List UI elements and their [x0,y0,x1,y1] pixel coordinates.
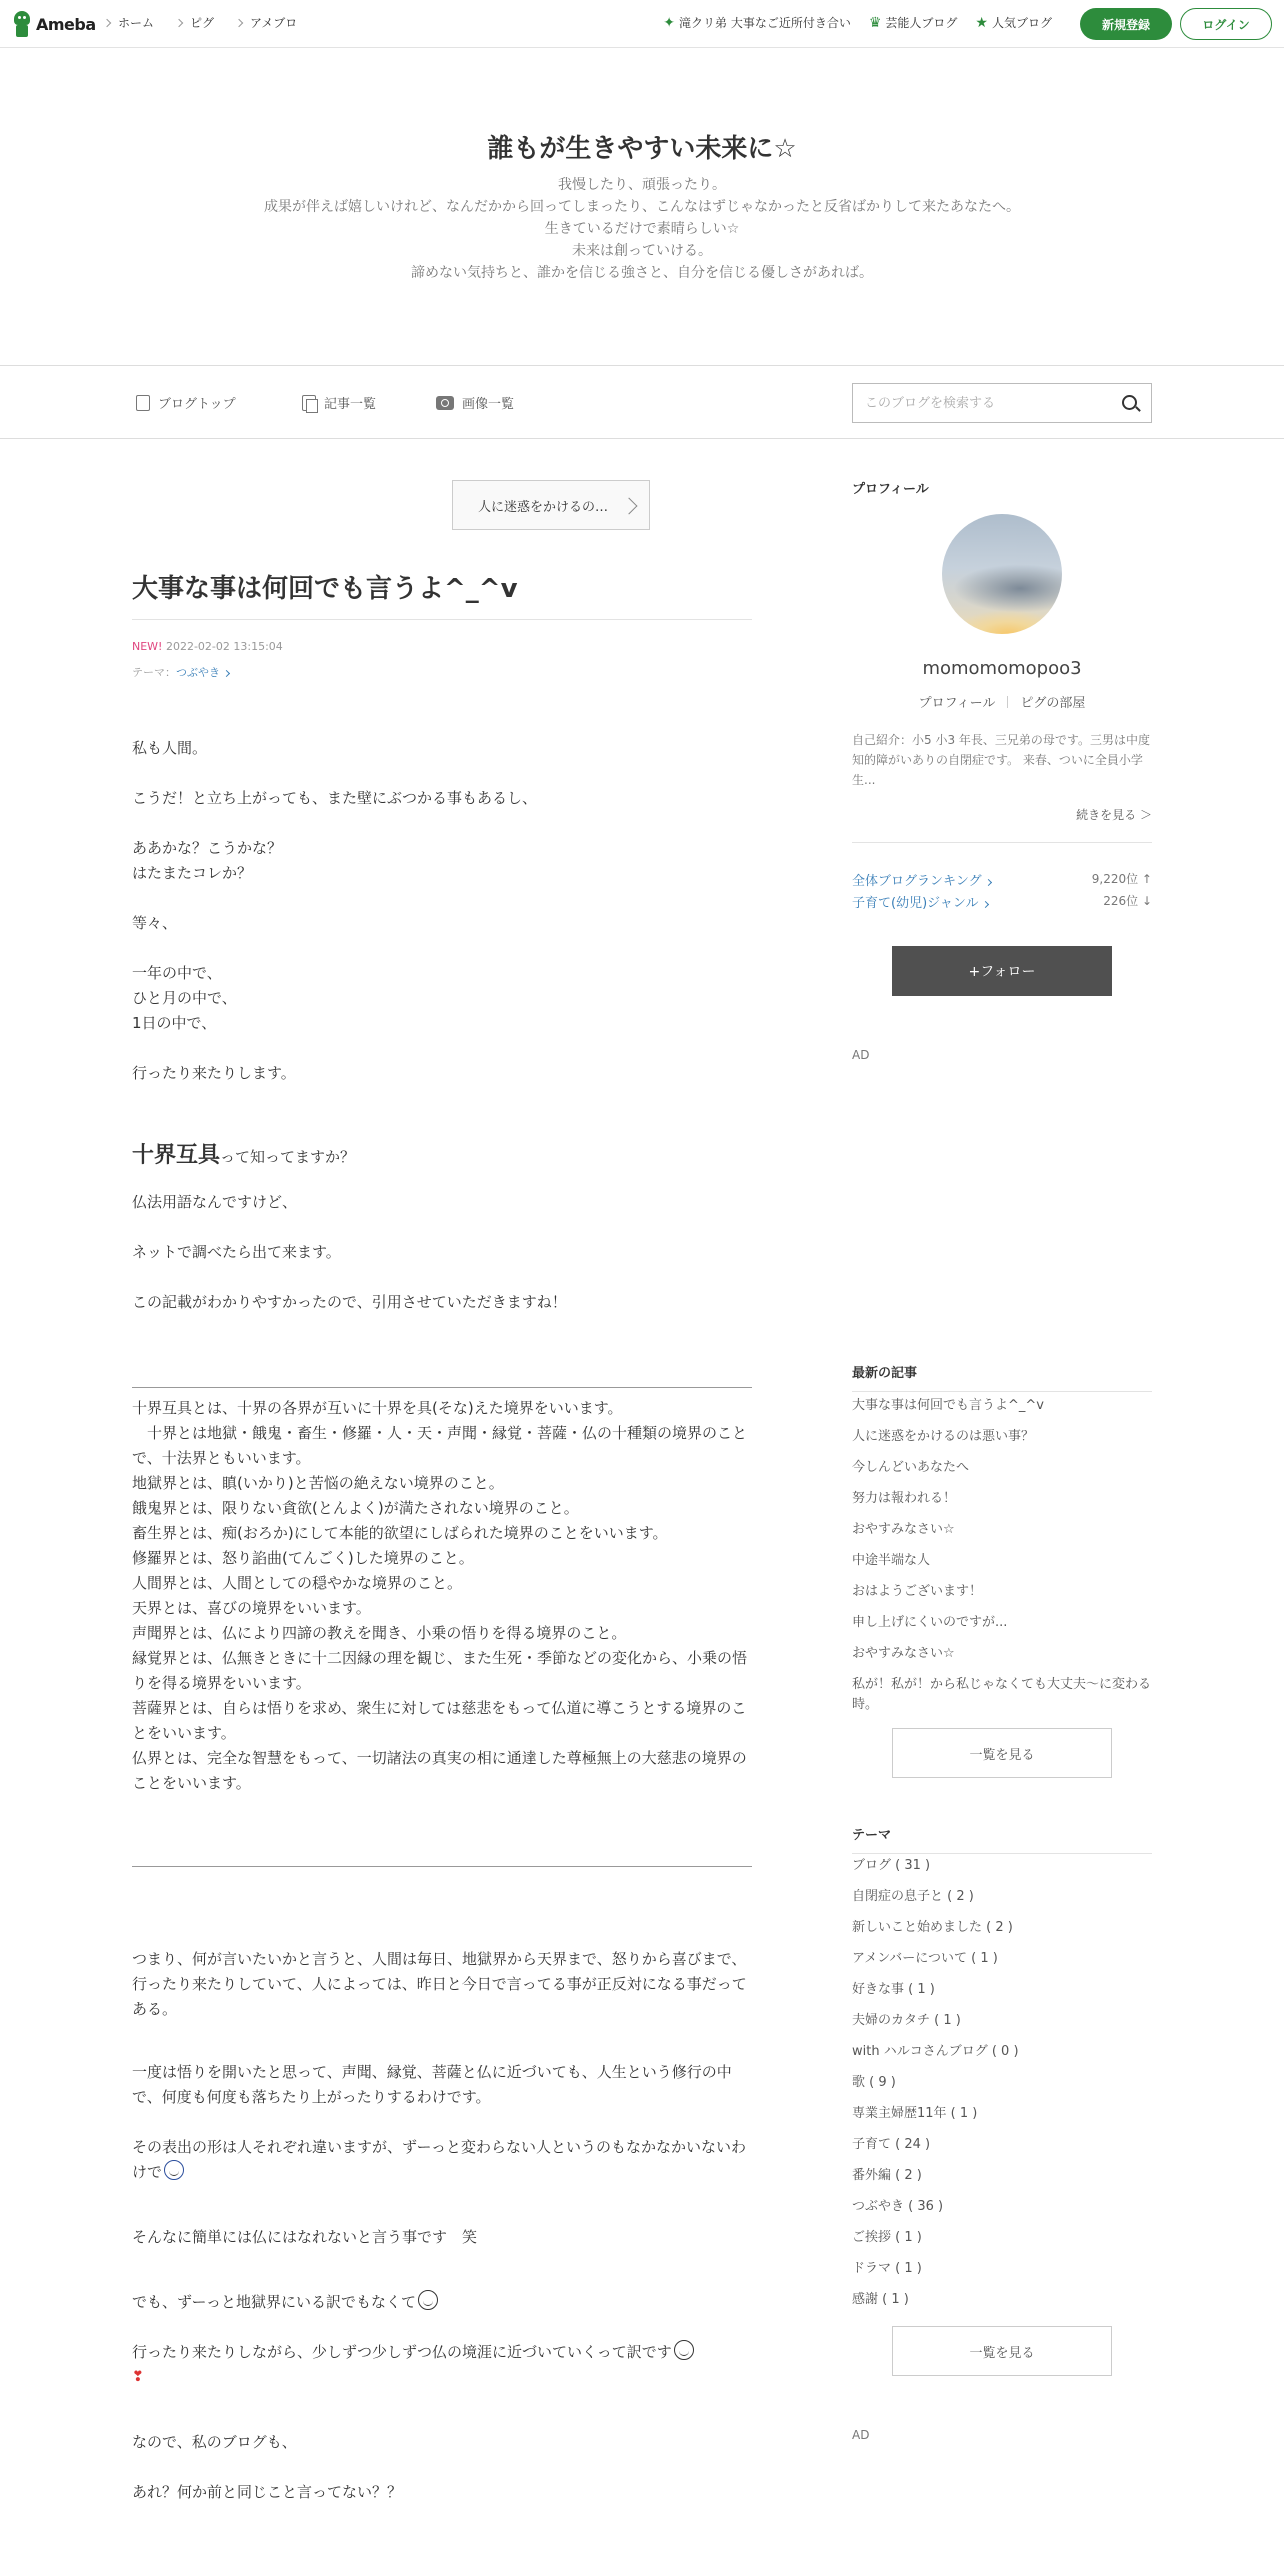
featured-link-label: 人気ブログ [991,16,1052,30]
blog-search-input[interactable] [853,384,1103,422]
signup-button[interactable]: 新規登録 [1080,8,1172,40]
featured-link-topic[interactable] [663,14,851,31]
paragraph-text: その表出の形は人それぞれ違いますが、ずーっと変わらない人というのもなかなかいないわけで [132,2138,746,2181]
chevron-right-icon [985,879,992,886]
theme-item[interactable]: 専業主婦歴11年 ( 1 ) [852,2106,978,2121]
paragraph: 行ったり来たりします。 [132,1064,296,1082]
featured-link-label: 滝クリ弟 大事なご近所付き合い [679,16,851,30]
heading-term: 十界互具 [132,1143,221,1168]
quote-line: 地獄界とは、瞋(いかり)と苦悩の絶えない境界のこと。 [132,1474,504,1492]
paragraph: 私も人間。 [132,739,208,757]
theme-item[interactable]: 感謝 ( 1 ) [852,2292,909,2307]
paragraph [132,2135,752,2185]
divider [852,842,1152,843]
star-icon: ★ [975,14,988,31]
chevron-right-icon [222,670,229,677]
profile-links [852,692,1152,711]
smile-emoji-icon [674,2340,694,2360]
blog-top-link[interactable] [136,393,236,412]
paragraph [132,2340,752,2365]
read-more-link[interactable]: 続きを見る ＞ [1076,808,1152,822]
paragraph: 1日の中で、 [132,1014,217,1032]
latest-entry-link[interactable]: 今しんどいあなたへ [852,1460,970,1475]
paragraph: つまり、何が言いたいかと言うと、人間は毎日、地獄界から天界まで、怒りから喜びまで、行ったり来たりしていて、人によっては、昨日と今日で言ってる事が正反対になる事だってある。 [132,1950,747,2018]
global-nav [104,14,297,31]
featured-link-popular[interactable] [975,14,1052,31]
nav-pigg-label: ピグ [190,16,215,30]
document-icon [136,395,150,411]
entry-list-label: 記事一覧 [324,397,377,412]
crown-icon: ♛ [868,14,882,31]
chevron-right-icon [103,18,111,26]
entry-list-link[interactable] [302,393,376,412]
theme-item[interactable]: 番外編 ( 2 ) [852,2168,922,2183]
smile-emoji-icon [418,2290,438,2310]
latest-entries-heading: 最新の記事 [852,1362,1152,1392]
ranking-overall [852,870,1152,889]
nav-pigg[interactable] [176,14,214,31]
entry-date: 2022-02-02 13:15:04 [165,640,283,653]
latest-entry-link[interactable]: おやすみなさい☆ [852,1522,955,1537]
ranking-genre [852,892,1152,911]
paragraph [132,1139,752,1174]
paragraph-text: 行ったり来たりしながら、少しずつ少しずつ仏の境涯に近づいていくって訳です [132,2343,672,2361]
blog-title[interactable]: 誰もが生きやすい未来に☆ [487,134,797,164]
ranking-value: 9,220位 ↑ [1091,872,1152,886]
paragraph: ひと月の中で、 [132,989,237,1007]
latest-entry-link[interactable]: おやすみなさい☆ [852,1646,955,1661]
latest-entry-link[interactable]: 大事な事は何回でも言うよ^_^v [852,1398,1044,1413]
quote-line: 十界とは地獄・餓鬼・畜生・修羅・人・天・声聞・縁覚・菩薩・仏の十種類の境界のことで、十法界ともいいます。 [132,1424,748,1467]
latest-entry-link[interactable]: 申し上げにくいのですが... [852,1615,1008,1630]
chevron-right-icon [175,18,183,26]
ameba-logo[interactable] [12,10,96,38]
theme-item[interactable]: 自閉症の息子と ( 2 ) [852,1889,974,1904]
quote-line: 畜生界とは、痴(おろか)にして本能的欲望にしばられた境界のことをいいます。 [132,1524,668,1542]
theme-item[interactable]: 歌 ( 9 ) [852,2075,896,2090]
image-list-link[interactable] [436,393,514,412]
face-emoji-icon [164,2160,184,2180]
theme-link[interactable] [176,666,229,679]
blog-description-line: 諦めない気持ちと、誰かを信じる強さと、自分を信じる優しさがあれば。 [411,265,873,281]
ranking-overall-link[interactable] [852,870,991,889]
blog-nav [0,367,1284,439]
logo-text: Ameba [36,14,96,34]
theme-prefix: テーマ： [132,666,176,679]
paragraph-text: でも、ずーっと地獄界にいる訳でもなくて [132,2293,416,2311]
latest-entry-link[interactable]: 中途半端な人 [852,1553,931,1568]
nav-ameblo-label: アメブロ [250,16,298,30]
chevron-right-icon [621,498,638,515]
quote-line: 人間界とは、人間としての穏やかな境界のこと。 [132,1574,463,1592]
copy-icon [302,395,316,411]
paragraph: そんなに簡単には仏にはなれないと言う事です 笑 [132,2228,478,2246]
ad-label: AD [852,1048,870,1062]
latest-entry-link[interactable]: おはようございます！ [852,1584,983,1599]
blog-description [0,174,1284,284]
blog-description-line: 我慢したり、頑張ったり。 [558,177,726,193]
quote-line: 仏界とは、完全な智慧をもって、一切諸法の真実の相に通達した尊極無上の大慈悲の境界のことをいいます。 [132,1749,747,1792]
blog-search [852,383,1152,423]
quote-line: 縁覚界とは、仏無きときに十二因縁の理を観じ、また生死・季節などの変化から、小乗の悟りを得る境界をいいます。 [132,1649,748,1692]
profile-avatar[interactable] [942,514,1062,634]
paragraph: はたまたコレか？ [132,864,253,882]
ranking-label: 全体ブログランキング [852,874,982,889]
featured-links [663,14,1052,31]
previous-entry-button[interactable] [452,480,650,530]
paragraph: なので、私のブログも、 [132,2433,297,2451]
blog-description-line: 未来は創っていける。 [572,243,712,259]
latest-entry-link[interactable]: 私が！私が！から私じゃなくても大丈夫〜に変わる時。 [852,1677,1152,1712]
previous-entry-label: 人に迷惑をかけるの… [478,499,609,515]
entry-theme [132,664,229,680]
nav-home-label: ホーム [118,16,155,30]
ranking-value: 226位 ↓ [1103,894,1152,908]
login-button[interactable]: ログイン [1180,8,1272,40]
quote-block [132,1387,752,1867]
entry-body [132,736,752,2505]
themes-heading: テーマ [852,1824,1152,1854]
themes-list [852,1856,1152,2310]
profile-link[interactable]: プロフィール [918,696,996,711]
theme-item[interactable]: 新しいこと始めました ( 2 ) [852,1920,1013,1935]
theme-item[interactable]: 子育て ( 24 ) [852,2137,931,2152]
profile-name[interactable]: momomomopoo3 [922,658,1082,679]
paragraph: ああかな？こうかな？ [132,839,283,857]
image-list-label: 画像一覧 [462,397,515,412]
nav-ameblo[interactable] [236,14,297,31]
chevron-right-icon [982,901,989,908]
profile-heading: プロフィール [852,482,929,497]
paragraph: こうだ！と立ち上がっても、また壁にぶつかる事もあるし、 [132,789,538,807]
new-badge: NEW! [132,640,163,653]
featured-link-label: 芸能人ブログ [885,16,958,30]
paragraph: ネットで調べたら出て来ます。 [132,1243,341,1261]
blog-top-label: ブログトップ [158,397,236,412]
nav-home[interactable] [104,14,154,31]
theme-item[interactable]: つぶやき ( 36 ) [852,2199,944,2214]
theme-item[interactable]: with ハルコさんブログ ( 0 ) [852,2044,1019,2059]
pig-room-link[interactable]: ピグの部屋 [1020,696,1086,711]
theme-item[interactable]: アメンバーについて ( 1 ) [852,1951,998,1966]
ranking-genre-link[interactable] [852,892,988,911]
theme-item[interactable]: ご挨拶 ( 1 ) [852,2230,922,2245]
paragraph: 一度は悟りを開いたと思って、声聞、縁覚、菩薩と仏に近づいても、人生という修行の中で、何度も何度も落ちたり上がったりするわけです。 [132,2063,732,2106]
quote-line: 菩薩界とは、自らは悟りを求め、衆生に対しては慈悲をもって仏道に導こうとする境界のことをいいます。 [132,1699,747,1742]
blog-description-line: 生きているだけで素晴らしい☆ [544,221,740,237]
theme-link-label: つぶやき [176,666,220,679]
paragraph: この記載がわかりやすかったので、引用させていただきますね！ [132,1293,567,1311]
paragraph [132,2290,752,2315]
camera-icon [436,396,454,410]
latest-see-all-button[interactable]: 一覧を見る [892,1728,1112,1778]
latest-entry-link[interactable]: 努力は報われる！ [852,1491,957,1506]
paragraph: 等々、 [132,914,178,932]
chevron-right-icon [235,18,243,26]
quote-line: 餓鬼界とは、限りない貪欲(とんよく)が満たされない境界のこと。 [132,1499,579,1517]
blog-header [0,48,1284,366]
follow-button[interactable]: +フォロー [892,946,1112,996]
quote-line: 修羅界とは、怒り諂曲(てんごく)した境界のこと。 [132,1549,474,1567]
theme-item[interactable]: ブログ ( 31 ) [852,1858,931,1873]
theme-item[interactable]: 好きな事 ( 1 ) [852,1982,935,1997]
paragraph-text: って知ってますか？ [220,1148,356,1166]
latest-entries-list [852,1396,1152,1715]
quote-line: 天界とは、喜びの境界をいいます。 [132,1599,371,1617]
entry-title[interactable]: 大事な事は何回でも言うよ^_^v [132,568,752,620]
blog-description-line: 成果が伴えば嬉しいけれど、なんだかから回ってしまったり、こんなはずじゃなかったと反省ばかりして来たあなたへ。 [264,199,1020,215]
profile-intro: 自己紹介：小5 小3 年長、三兄弟の母です。三男は中度知的障がいありの自閉症です。 来春、ついに全員小学生... [852,733,1150,787]
paragraph: あれ？何か前と同じこと言ってない？？ [132,2483,403,2501]
latest-entry-link[interactable]: 人に迷惑をかけるのは悪い事？ [852,1429,1035,1444]
ranking-label: 子育て(幼児)ジャンル [852,896,979,911]
ameba-mascot-icon [12,11,32,37]
paragraph: 一年の中で、 [132,964,222,982]
theme-item[interactable]: ドラマ ( 1 ) [852,2261,922,2276]
paragraph: 仏法用語なんですけど、 [132,1193,298,1211]
theme-item[interactable]: 夫婦のカタチ ( 1 ) [852,2013,961,2028]
quote-line: 声聞界とは、仏により四諦の教えを聞き、小乗の悟りを得る境界のこと。 [132,1624,627,1642]
themes-see-all-button[interactable]: 一覧を見る [892,2326,1112,2376]
sparkle-icon: ✦ [663,14,676,31]
featured-link-celebrity[interactable] [869,14,958,31]
hearts-emoji-icon: ❣ [132,2369,144,2385]
global-header [0,0,1284,48]
search-icon[interactable] [1122,395,1137,410]
ad-label: AD [852,2428,870,2442]
quote-line: 十界互具とは、十界の各界が互いに十界を具(そな)えた境界をいいます。 [132,1399,623,1417]
entry-meta [132,640,283,653]
